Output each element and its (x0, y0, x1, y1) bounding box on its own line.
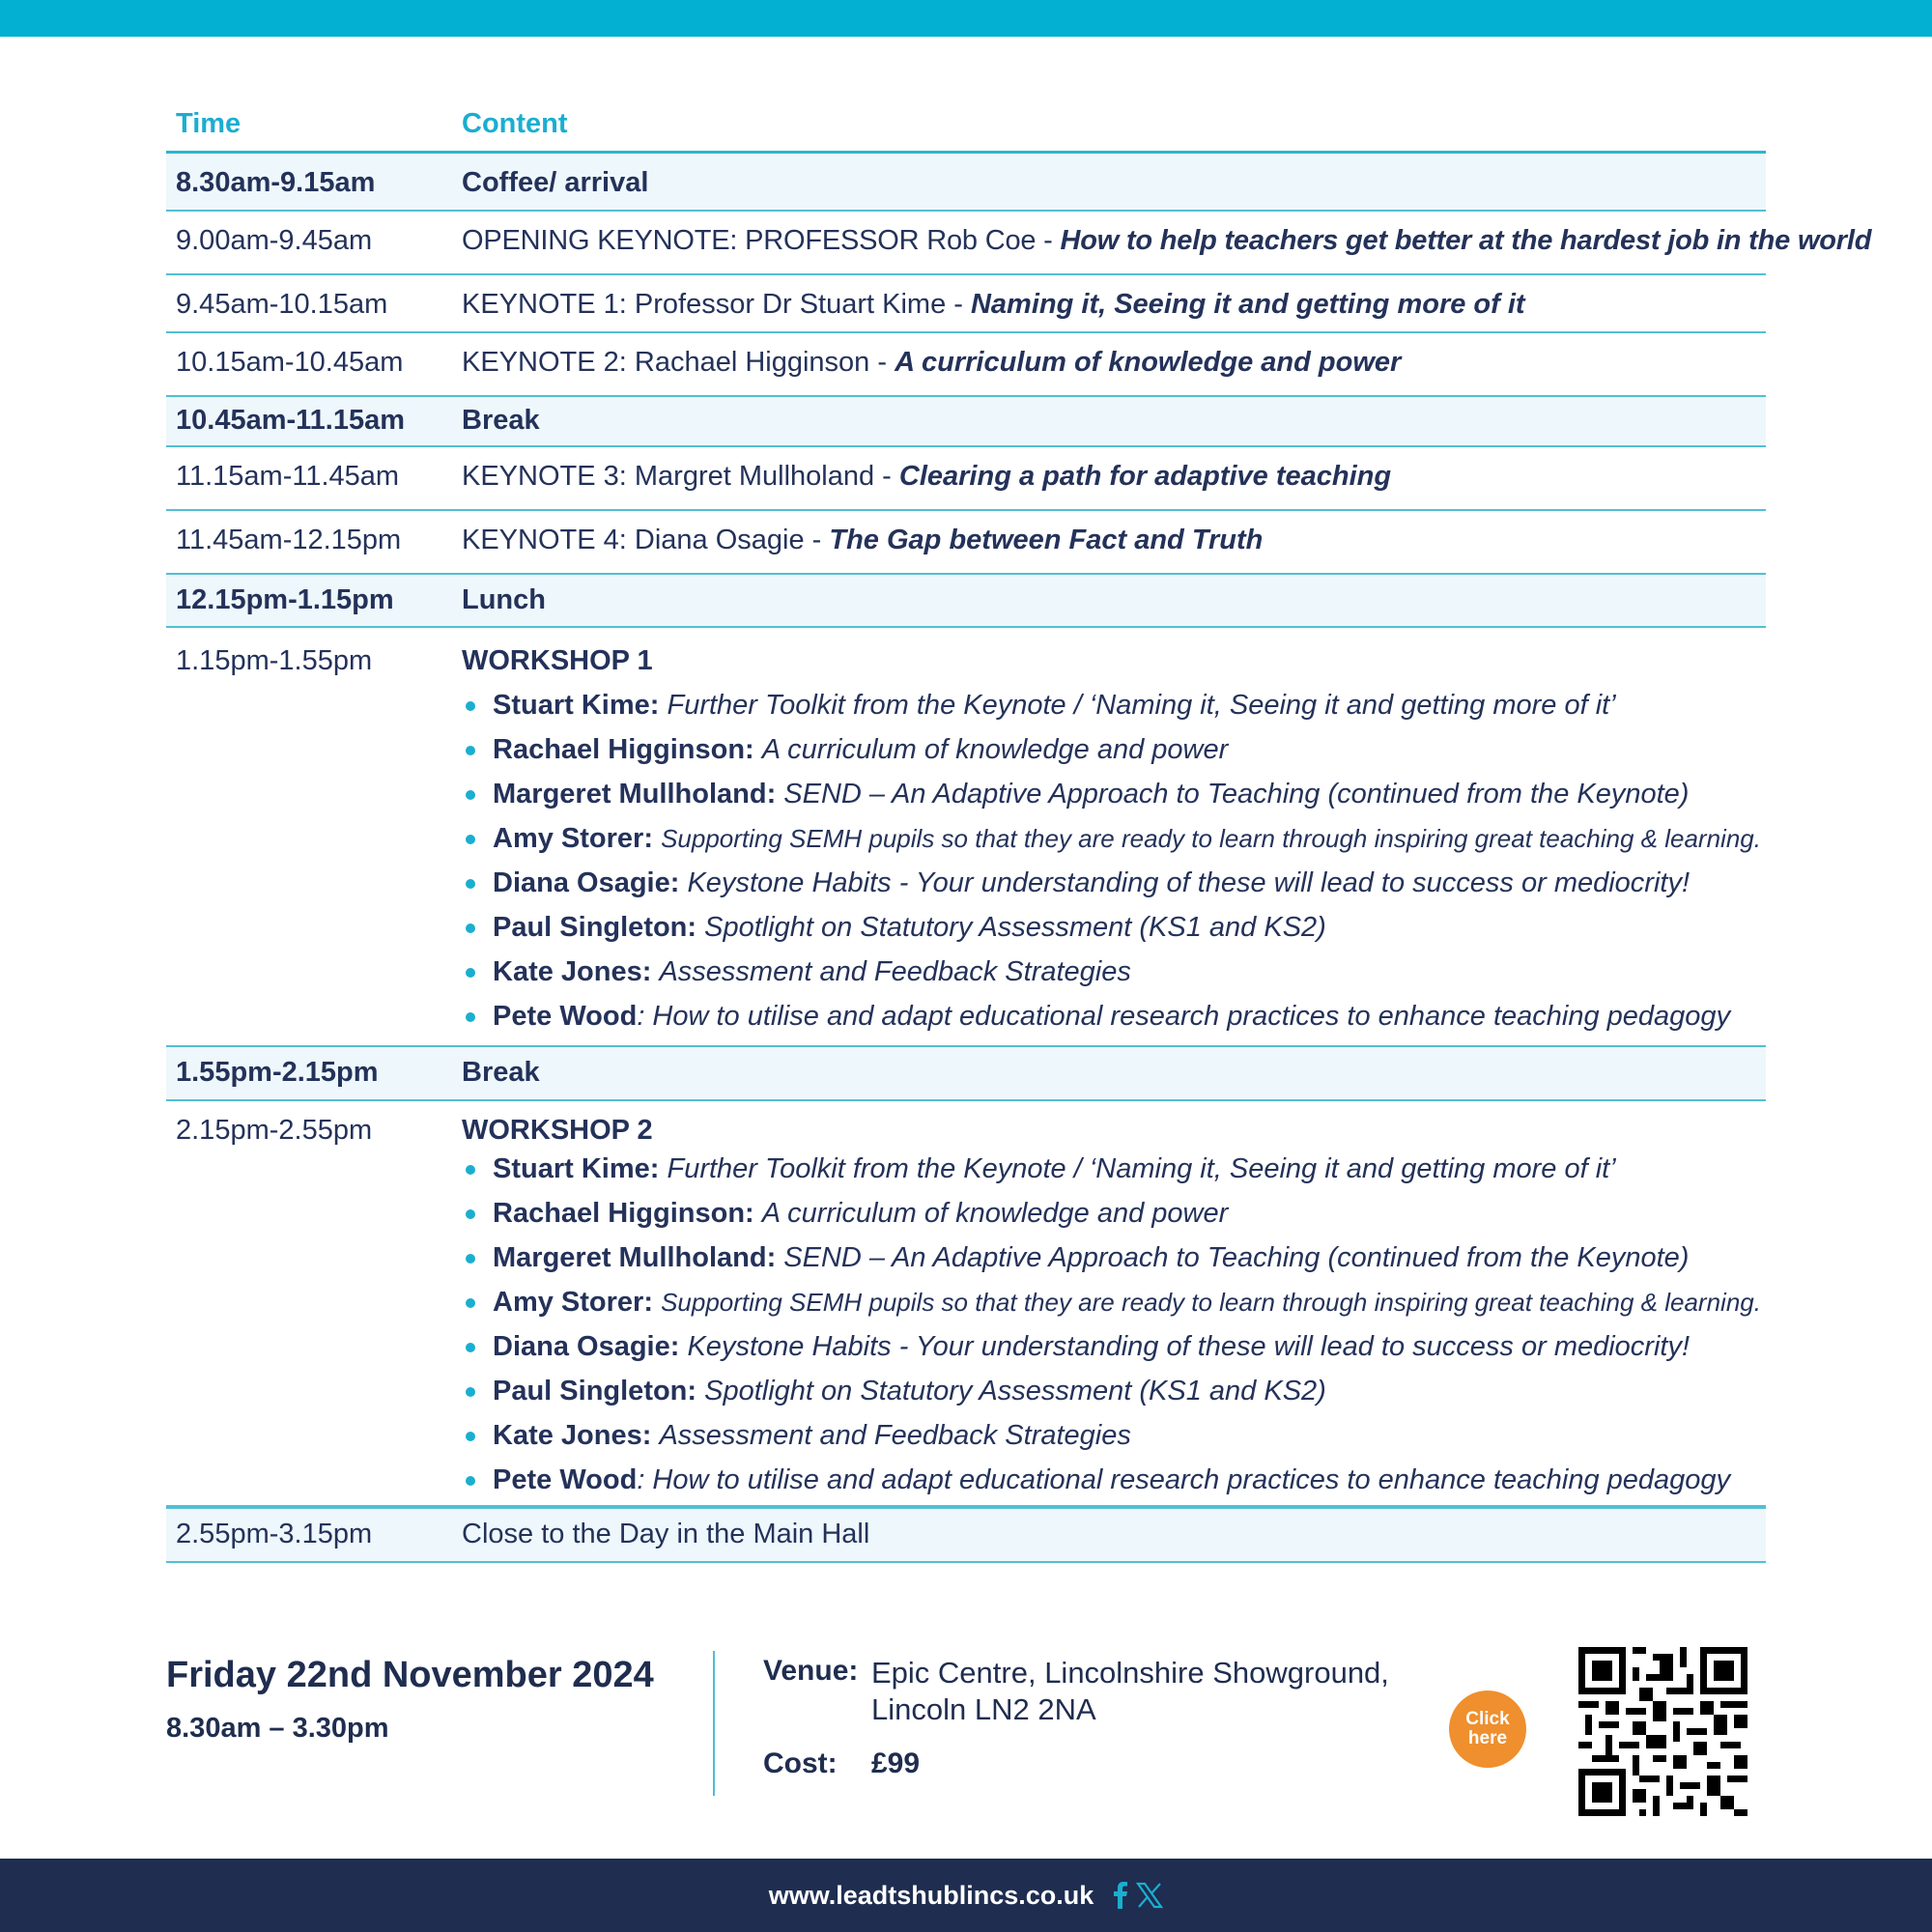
workshop-topic: Further Toolkit from the Keynote / ‘Naming it, Seeing it and getting more of it’ (667, 1153, 1616, 1184)
list-item (462, 1147, 1766, 1191)
bullet-icon (466, 923, 475, 933)
talk-title: A curriculum of knowledge and power (895, 347, 1402, 378)
list-item (462, 1413, 1766, 1458)
workshop-topic: SEND – An Adaptive Approach to Teaching (continued from the Keynote) (783, 1242, 1690, 1273)
list-item (462, 1369, 1766, 1413)
website-link[interactable]: www.leadtshublincs.co.uk (768, 1880, 1094, 1910)
qr-code-icon[interactable] (1578, 1647, 1747, 1816)
row-content: Close to the Day in the Main Hall (462, 1519, 870, 1549)
row-content (462, 333, 1766, 395)
row-content: Coffee/ arrival (462, 167, 649, 198)
divider (713, 1651, 715, 1796)
list-item (462, 994, 1766, 1038)
click-label-2: here (1467, 1728, 1508, 1748)
cost-label: Cost: (763, 1747, 838, 1779)
table-row (166, 447, 1766, 511)
row-time: 2.55pm-3.15pm (176, 1519, 373, 1549)
list-item (462, 905, 1766, 950)
table-row (166, 575, 1766, 628)
list-item (462, 1458, 1766, 1502)
workshop-title: WORKSHOP 2 (462, 1115, 653, 1146)
list-item (462, 1280, 1766, 1324)
presenter-name: Kate Jones: (493, 1420, 652, 1451)
row-time: 1.15pm-1.55pm (176, 645, 373, 676)
bullet-icon (466, 1432, 475, 1441)
click-label-1: Click (1465, 1709, 1510, 1729)
header-time: Time (176, 107, 242, 139)
list-item (462, 683, 1766, 727)
table-row (166, 154, 1766, 212)
list-item (462, 1191, 1766, 1236)
speaker: OPENING KEYNOTE: PROFESSOR Rob Coe - (462, 225, 1061, 256)
row-time: 9.45am-10.15am (176, 289, 388, 320)
speaker: KEYNOTE 4: Diana Osagie - (462, 525, 830, 555)
talk-title: The Gap between Fact and Truth (829, 525, 1264, 555)
bullet-icon (466, 1012, 475, 1022)
bullet-icon (466, 1298, 475, 1308)
workshop-topic: Supporting SEMH pupils so that they are ready to learn through inspiring great teaching & learning. (661, 1288, 1761, 1317)
workshop-topic: : How to utilise and adapt educational research practices to enhance teaching pedagogy (637, 1464, 1731, 1495)
talk-title: How to help teachers get better at the hardest job in the world (1060, 225, 1872, 256)
presenter-name: Paul Singleton: (493, 912, 697, 943)
workshop-topic: Keystone Habits - Your understanding of these will lead to success or mediocrity! (687, 1331, 1690, 1362)
row-content (462, 212, 1871, 273)
row-content (462, 275, 1766, 331)
presenter-name: Margeret Mullholand: (493, 1242, 777, 1273)
event-hours: 8.30am – 3.30pm (166, 1713, 389, 1744)
presenter-name: Stuart Kime: (493, 690, 660, 721)
speaker: KEYNOTE 3: Margret Mullholand - (462, 461, 899, 492)
presenter-name: Rachael Higginson: (493, 1198, 754, 1229)
list-item (462, 816, 1766, 861)
row-time: 1.55pm-2.15pm (176, 1057, 379, 1088)
click-here-button[interactable] (1449, 1690, 1526, 1768)
presenter-name: Rachael Higginson: (493, 734, 754, 765)
list-item (462, 1236, 1766, 1280)
talk-title: Clearing a path for adaptive teaching (898, 461, 1392, 492)
presenter-name: Margeret Mullholand: (493, 779, 777, 810)
row-time: 9.00am-9.45am (176, 225, 373, 256)
row-content: Lunch (462, 584, 546, 615)
list-item (462, 861, 1766, 905)
bullet-icon (466, 1254, 475, 1264)
workshop-topic: Keystone Habits - Your understanding of these will lead to success or mediocrity! (687, 867, 1690, 898)
venue-line-2: Lincoln LN2 2NA (871, 1692, 1096, 1726)
bullet-icon (466, 746, 475, 755)
workshop-list (462, 1147, 1766, 1502)
row-content: Break (462, 405, 540, 436)
table-row (166, 1047, 1766, 1101)
event-date: Friday 22nd November 2024 (166, 1655, 654, 1695)
list-item (462, 1324, 1766, 1369)
bullet-icon (466, 1343, 475, 1352)
presenter-name: Stuart Kime: (493, 1153, 660, 1184)
presenter-name: Kate Jones: (493, 956, 652, 987)
workshop-topic: : How to utilise and adapt educational research practices to enhance teaching pedagogy (637, 1001, 1731, 1032)
presenter-name: Diana Osagie: (493, 1331, 680, 1362)
bullet-icon (466, 968, 475, 978)
presenter-name: Pete Wood (493, 1464, 638, 1495)
row-time: 10.45am-11.15am (176, 405, 406, 436)
list-item (462, 772, 1766, 816)
workshop-list (462, 683, 1766, 1038)
table-row (166, 275, 1766, 333)
table-row (166, 333, 1766, 397)
workshop-topic: Assessment and Feedback Strategies (659, 1420, 1131, 1451)
schedule-table (166, 97, 1872, 1563)
workshop-topic: Further Toolkit from the Keynote / ‘Naming it, Seeing it and getting more of it’ (667, 690, 1616, 721)
cost-value: £99 (871, 1747, 921, 1779)
presenter-name: Amy Storer: (493, 1287, 653, 1318)
facebook-icon[interactable] (1113, 1882, 1128, 1909)
workshop-topic: Spotlight on Statutory Assessment (KS1 and KS2) (704, 1376, 1326, 1406)
bullet-icon (466, 1165, 475, 1175)
workshop-topic: A curriculum of knowledge and power (761, 1198, 1229, 1229)
bullet-icon (466, 1476, 475, 1486)
presenter-name: Paul Singleton: (493, 1376, 697, 1406)
workshop-topic: SEND – An Adaptive Approach to Teaching (continued from the Keynote) (783, 779, 1690, 810)
venue-line-1: Epic Centre, Lincolnshire Showground, (871, 1656, 1389, 1690)
row-time: 2.15pm-2.55pm (176, 1115, 373, 1146)
workshop-topic: Supporting SEMH pupils so that they are ready to learn through inspiring great teaching & learning. (661, 824, 1761, 853)
venue-label: Venue: (763, 1655, 859, 1687)
bullet-icon (466, 790, 475, 800)
row-content (462, 511, 1766, 573)
table-header (166, 97, 1766, 154)
bullet-icon (466, 835, 475, 844)
list-item (462, 727, 1766, 772)
presenter-name: Amy Storer: (493, 823, 653, 854)
header-content: Content (462, 107, 568, 139)
presenter-name: Diana Osagie: (493, 867, 680, 898)
bullet-icon (466, 1209, 475, 1219)
table-row (166, 212, 1872, 275)
workshop-title: WORKSHOP 1 (462, 645, 653, 676)
table-row (166, 1101, 1766, 1507)
workshop-topic: A curriculum of knowledge and power (761, 734, 1229, 765)
table-row (166, 397, 1766, 447)
bullet-icon (466, 701, 475, 711)
speaker: KEYNOTE 1: Professor Dr Stuart Kime - (462, 289, 971, 320)
talk-title: Naming it, Seeing it and getting more of it (970, 289, 1525, 320)
top-accent-bar (0, 0, 1932, 37)
footer-bar (0, 1859, 1932, 1932)
speaker: KEYNOTE 2: Rachael Higginson - (462, 347, 895, 378)
row-content (462, 447, 1766, 509)
row-time: 10.15am-10.45am (176, 347, 404, 378)
list-item (462, 950, 1766, 994)
row-content: Break (462, 1057, 540, 1088)
venue-address (871, 1655, 1389, 1728)
row-content (462, 628, 1766, 1045)
row-content (462, 1101, 1766, 1505)
table-row (166, 511, 1766, 575)
table-row (166, 628, 1766, 1047)
bullet-icon (466, 879, 475, 889)
row-time: 8.30am-9.15am (176, 167, 376, 198)
workshop-topic: Spotlight on Statutory Assessment (KS1 and KS2) (704, 912, 1326, 943)
social-links (1113, 1882, 1163, 1909)
bullet-icon (466, 1387, 475, 1397)
table-row (166, 1507, 1766, 1563)
event-info (166, 1647, 1766, 1802)
x-icon[interactable] (1136, 1882, 1163, 1909)
row-time: 11.15am-11.45am (176, 461, 400, 492)
presenter-name: Pete Wood (493, 1001, 638, 1032)
row-time: 11.45am-12.15pm (176, 525, 402, 555)
workshop-topic: Assessment and Feedback Strategies (659, 956, 1131, 987)
row-time: 12.15pm-1.15pm (176, 584, 394, 615)
